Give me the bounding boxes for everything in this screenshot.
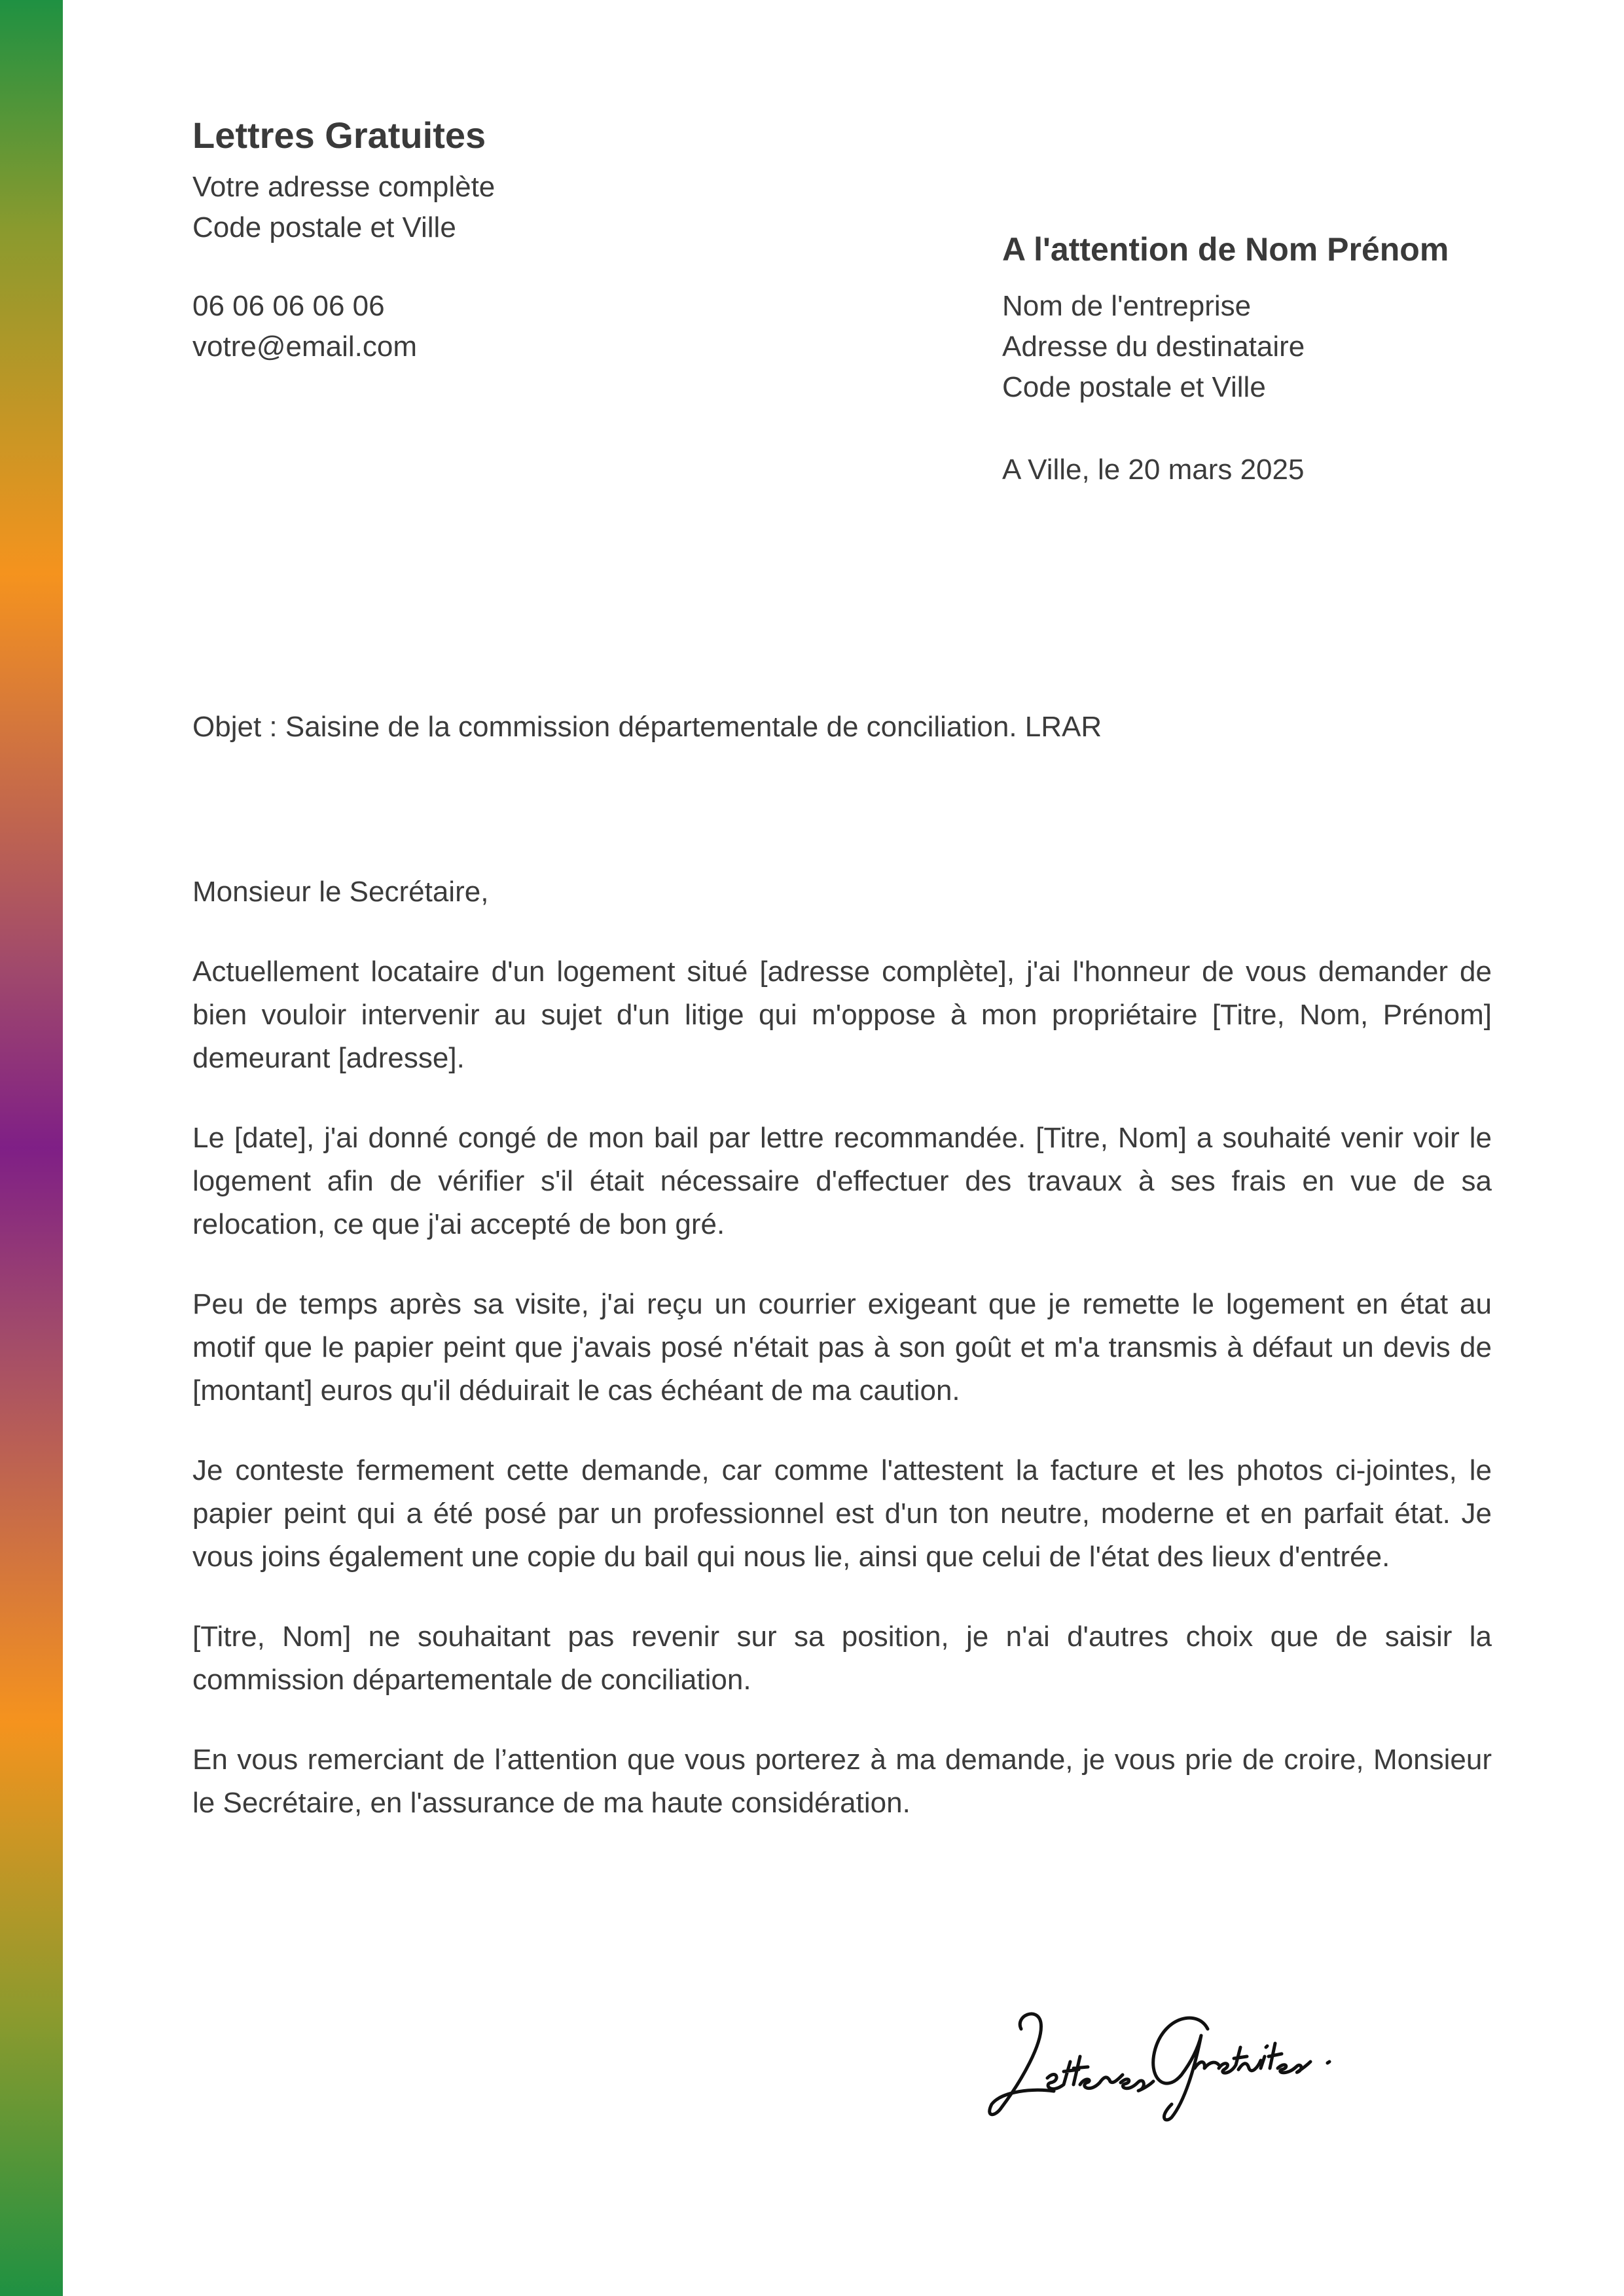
sender-email: votre@email.com: [192, 331, 417, 363]
sender-block: [192, 108, 782, 367]
recipient-company: Nom de l'entreprise: [1002, 290, 1252, 322]
sender-address-line2: Code postale et Ville: [192, 211, 456, 243]
body-paragraph: Peu de temps après sa visite, j'ai reçu un courrier exigeant que je remette le logement en état au motif que le papier peint que j'avais posé n'était pas à son goût et m'a transmis à défaut un devis de [montant] euros qu'il déduirait le cas échéant de ma caution.: [192, 1288, 1492, 1407]
body-paragraph: En vous remerciant de l’attention que vous porterez à ma demande, je vous prie de croire, Monsieur le Secrétaire, en l'assurance de ma haute considération.: [192, 1744, 1492, 1819]
body-paragraph: Je conteste fermement cette demande, car comme l'attestent la facture et les photos ci-jointes, le papier peint qui a été posé par un professionnel est d'un ton neutre, moderne et en parfait état. Je vous joins également une copie du bail qui nous lie, ainsi que celui de l'état des lieux d'entrée.: [192, 1454, 1492, 1573]
decorative-gradient-stripe: [0, 0, 63, 2296]
body-paragraph: [Titre, Nom] ne souhaitant pas revenir sur sa position, je n'ai d'autres choix que de saisir la commission départementale de conciliation.: [192, 1621, 1492, 1696]
handwritten-signature: [975, 1970, 1381, 2127]
letter-body: [192, 870, 1492, 1861]
recipient-attention: A l'attention de Nom Prénom: [1002, 231, 1449, 268]
recipient-address: Adresse du destinataire: [1002, 331, 1305, 363]
body-paragraph: Le [date], j'ai donné congé de mon bail par lettre recommandée. [Titre, Nom] a souhaité venir voir le logement afin de vérifier s'il était nécessaire d'effectuer des travaux à ses frais en vue de sa relocation, ce que j'ai accepté de bon gré.: [192, 1122, 1492, 1240]
letter-subject: Objet : Saisine de la commission départementale de conciliation. LRAR: [192, 711, 1102, 743]
salutation: Monsieur le Secrétaire,: [192, 876, 489, 908]
sender-name: Lettres Gratuites: [192, 115, 486, 156]
letter-date: A Ville, le 20 mars 2025: [1002, 454, 1305, 486]
recipient-city: Code postale et Ville: [1002, 371, 1266, 403]
body-paragraph: Actuellement locataire d'un logement situé [adresse complète], j'ai l'honneur de vous demander de bien vouloir intervenir au sujet d'un litige qui m'oppose à mon propriétaire [Titre, Nom, Prénom] demeurant [adresse].: [192, 956, 1492, 1074]
recipient-block: [1002, 226, 1591, 490]
sender-phone: 06 06 06 06 06: [192, 290, 385, 322]
sender-address-line1: Votre adresse complète: [192, 171, 496, 203]
